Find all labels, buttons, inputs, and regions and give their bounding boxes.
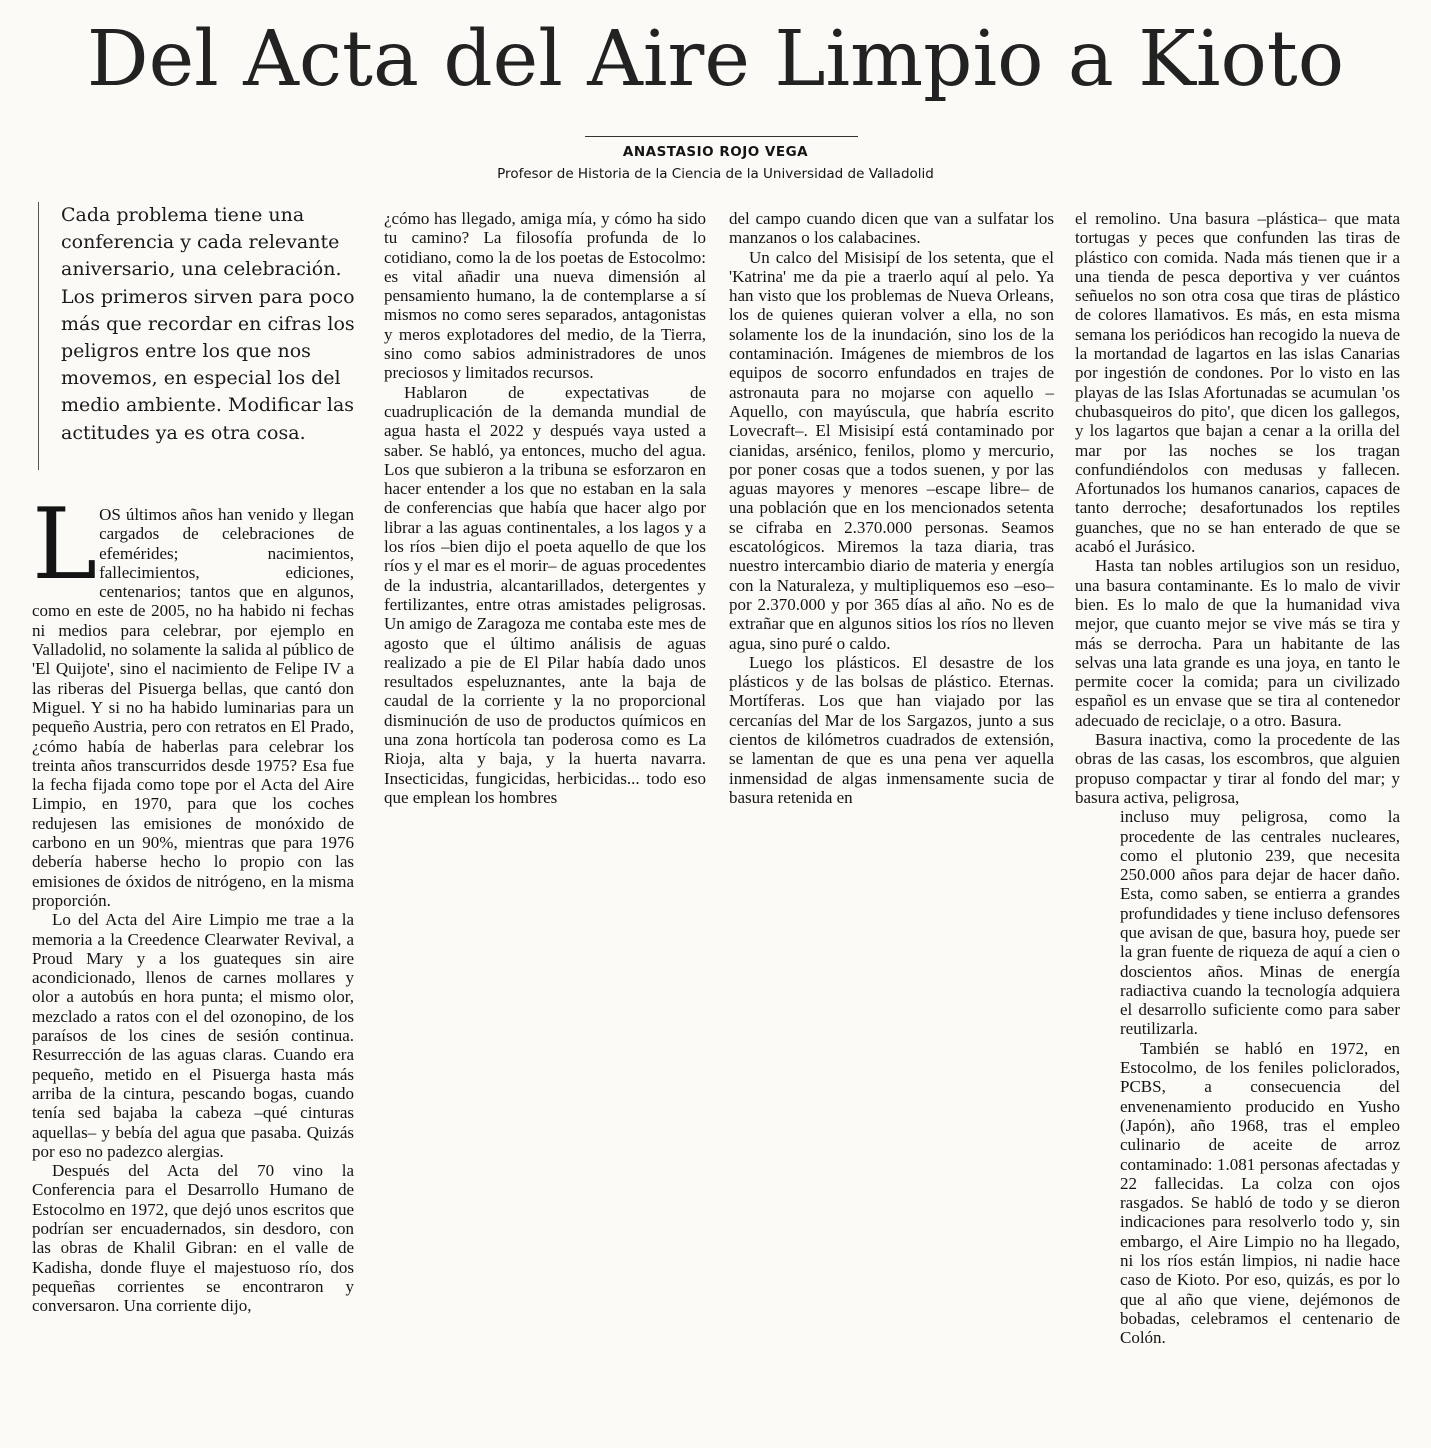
col4-paragraph-4: También se habló en 1972, en Estocolmo, de los feniles policlorados, PCBS, a consecuencia del envenenamiento producido en Yusho (Japón), año 1968, tras el empleo culinario de aceite de arroz contaminado: 1.081 personas afectadas y 22 fallecidas. La colza con ojos rasgados. Se habló de todo y se dieron indicaciones para resolverlo todo y, sin embargo, el Aire Limpio no ha llegado, ni los ríos están limpios, ni nadie hace caso de Kioto. Por eso, quizás, es por lo que al año que viene, dejémonos de bobadas, celebramos el centenario de Colón. bbox=[1120, 1038, 1400, 1348]
col1-paragraph-3: Después del Acta del 70 vino la Conferencia para el Desarrollo Humano de Estocolmo en 1972, que dejó unos escritos que podrían ser encuadernados, sin desdoro, con las obras de Khalil Gibran: en el valle de Kadisha, donde fluye el majestuoso río, dos pequeñas corrientes se encontraron y conversaron. Una corriente dijo, bbox=[32, 1161, 354, 1316]
col4-paragraph-2: Hasta tan nobles artilugios son un residuo, una basura contaminante. Es lo malo de vivir bien. Es lo malo de que la humanidad viva mejor, que cuanto mejor se vive más se tira y más se derrocha. Para un habitante de las selvas una lata grande es una joya, en tanto le permite cocer la comida; para un civilizado español es un envase que se tira al contenedor adecuado de reciclaje, o a otro. Basura. bbox=[1075, 556, 1400, 730]
column-4 bbox=[1075, 209, 1400, 1409]
col1-paragraph-1-text: OS últimos años han venido y llegan cargados de celebraciones de efemérides; nacimientos, fallecimientos, ediciones, centenarios; tantos que en algunos, como en este de 2005, no ha habido ni fechas ni medios para celebrar, por ejemplo en Valladolid, no solamente la salida al público de 'El Quijote', sino el nacimiento de Felipe IV a las riberas del Pisuerga bellas, que cantó don Miguel. Y si no ha habido luminarias para un pequeño Austria, pero con retratos en El Prado, ¿cómo había de haberlas para celebrar los treinta años transcurridos desde 1975? Esa fue la fecha fijada como tope por el Acta del Aire Limpio, en 1970, para que los coches redujesen las emisiones de monóxido de carbono en un 90%, mientras que para 1976 debería haberse hecho lo propio con las emisiones de óxidos de nitrógeno, en la misma proporción. bbox=[32, 505, 354, 910]
col4-paragraph-1: el remolino. Una basura –plástica– que mata tortugas y peces que confunden las tiras de plástico con comida. Nada más tienen que ir a una tienda de pesca deportiva y ver cuántos señuelos no son otra cosa que tiras de plástico de colores llamativos. Es más, en esta misma semana los periódicos han recogido la nueva de la mortandad de lagartos en las islas Canarias por ingestión de condones. Por lo visto en las playas de las Islas Afortunadas se acumulan 'os chubasqueiros do pito', que dicen los gallegos, y los lagartos que bajan a cenar a la orilla del mar por las noches se los tragan confundiéndolos con medusas y fallecen. Afortunados los humanos canarios, capaces de tanto derroche; desafortunados los reptiles guanches, que no se han enterado de que se acabó el Jurásico. bbox=[1075, 209, 1400, 557]
col4-paragraph-3b: incluso muy peligrosa, como la procedente de las centrales nucleares, como el plutonio 239, que necesita 250.000 años para dejar de hacer daño. Esta, como saben, se entierra a grandes profundidades y tiene incluso defensores que avisan de que, basura hoy, puede ser la gran fuente de riqueza de aquí a cien o doscientos años. Minas de energía radiactiva cuando la tecnología adquiera el desarrollo suficiente como para saber reutilizarla. bbox=[1120, 807, 1400, 1039]
byline-rule bbox=[585, 136, 858, 137]
col2-paragraph-2: Hablaron de expectativas de cuadruplicación de la demanda mundial de agua hasta el 2022 y después vaya usted a saber. Se habló, ya entonces, mucho del agua. Los que subieron a la tribuna se esforzaron en hacer entender a los que no estaban en la sala de conferencias que había que hacer algo por librar a las aguas continentales, a los lagos y a los ríos –bien dijo el poeta aquello de que los ríos y el mar es el morir– de aguas procedentes de la industria, alcantarillados, detergentes y fertilizantes, entre otras amistades peligrosas. Un amigo de Zaragoza me contaba este mes de agosto que el último análisis de aguas realizado a pie de El Pilar había dado unos resultados espeluznantes, ante la baja de caudal de la corriente y la no proporcional disminución de uso de productos químicos en una zona hortícola tan poderosa como es La Rioja, alta y baja, y la huerta navarra. Insecticidas, fungicidas, herbicidas... todo eso que emplean los hombres bbox=[384, 382, 706, 807]
column-3 bbox=[729, 209, 1054, 857]
col1-paragraph-2: Lo del Acta del Aire Limpio me trae a la memoria a la Creedence Clearwater Revival, a Proud Mary y a los guateques sin aire acondicionado, llenos de carnes mollares y olor a autobús en hora punta; el mismo olor, mezclado a ratos con el del ozonopino, de los paraísos de los cines de sesión continua. Resurrección de las aguas claras. Cuando era pequeño, metido en el Pisuerga hasta más arriba de la cintura, pescando bogas, cuando tenía sed bajaba la cabeza –qué cinturas aquellas– y bebía del agua que pasaba. Quizás por eso no padezco alergias. bbox=[32, 910, 354, 1161]
col4-indented-block bbox=[1120, 807, 1400, 1347]
col1-paragraph-1 bbox=[32, 488, 354, 910]
author-affiliation: Profesor de Historia de la Ciencia de la Universidad de Valladolid bbox=[497, 166, 934, 182]
col2-paragraph-1: ¿cómo has llegado, amiga mía, y cómo ha sido tu camino? La filosofía profunda de lo cotidiano, como la de los poetas de Estocolmo: es vital añadir una nueva dimensión al pensamiento humano, la de contemplarse a sí mismos no como seres separados, antagonistas y meros explotadores del medio, de la Tierra, sino como sabios administradores de unos preciosos y limitados recursos. bbox=[384, 209, 706, 383]
col3-paragraph-3: Luego los plásticos. El desastre de los plásticos y de las bolsas de plástico. Eternas. Mortíferas. Los que han viajado por las cercanías del Mar de los Sargazos, junto a sus cientos de kilómetros cuadrados de extensión, se lamentan de que es una pena ver aquella inmensidad de algas inmensamente sucia de basura retenida en bbox=[729, 652, 1054, 807]
col4-paragraph-3a: Basura inactiva, como la procedente de las obras de las casas, los escombros, que alguien propuso compactar y tirar al fondo del mar; y basura activa, peligrosa, bbox=[1075, 730, 1400, 807]
column-2 bbox=[384, 209, 706, 857]
headline: Del Acta del Aire Limpio a Kioto bbox=[86, 15, 1345, 104]
lead-paragraph bbox=[38, 202, 358, 470]
author-name: ANASTASIO ROJO VEGA bbox=[622, 144, 809, 160]
col3-paragraph-1: del campo cuando dicen que van a sulfatar los manzanos o los calabacines. bbox=[729, 209, 1054, 248]
lead-text: Cada problema tiene una conferencia y cada relevante aniversario, una celebración. Los primeros sirven para poco más que recordar en cifras los peligros entre los que nos movemos, en especial los del medio ambiente. Modificar las actitudes ya es otra cosa. bbox=[61, 204, 355, 444]
column-1 bbox=[32, 488, 354, 1415]
drop-cap: L bbox=[32, 488, 98, 602]
col3-paragraph-2: Un calco del Misisipí de los setenta, que el 'Katrina' me da pie a traerlo aquí al pelo. Ya han visto que los problemas de Nueva Orleans, los de quienes quieran volver a ella, no son solamente los de la inundación, sino los de la contaminación. Imágenes de miembros de los equipos de socorro enfundados en trajes de astronauta para no mojarse con aquello –Aquello, con mayúscula, que habría escrito Lovecraft–. El Misisipí está contaminado por cianidas, arsénico, fenilos, plomo y mercurio, por poner cosas que a todos suenen, y por las aguas mayores y menores –escape libre– de una población que en los mencionados setenta se cifraba en 2.370.000 personas. Seamos escatológicos. Miremos la taza diaria, tras nuestro intercambio diario de materia y energía con la Naturaleza, y multipliquemos eso –eso– por 2.370.000 y por 365 días al año. No es de extrañar que en algunos sitios los ríos no lleven agua, sino puré o caldo. bbox=[729, 247, 1054, 653]
